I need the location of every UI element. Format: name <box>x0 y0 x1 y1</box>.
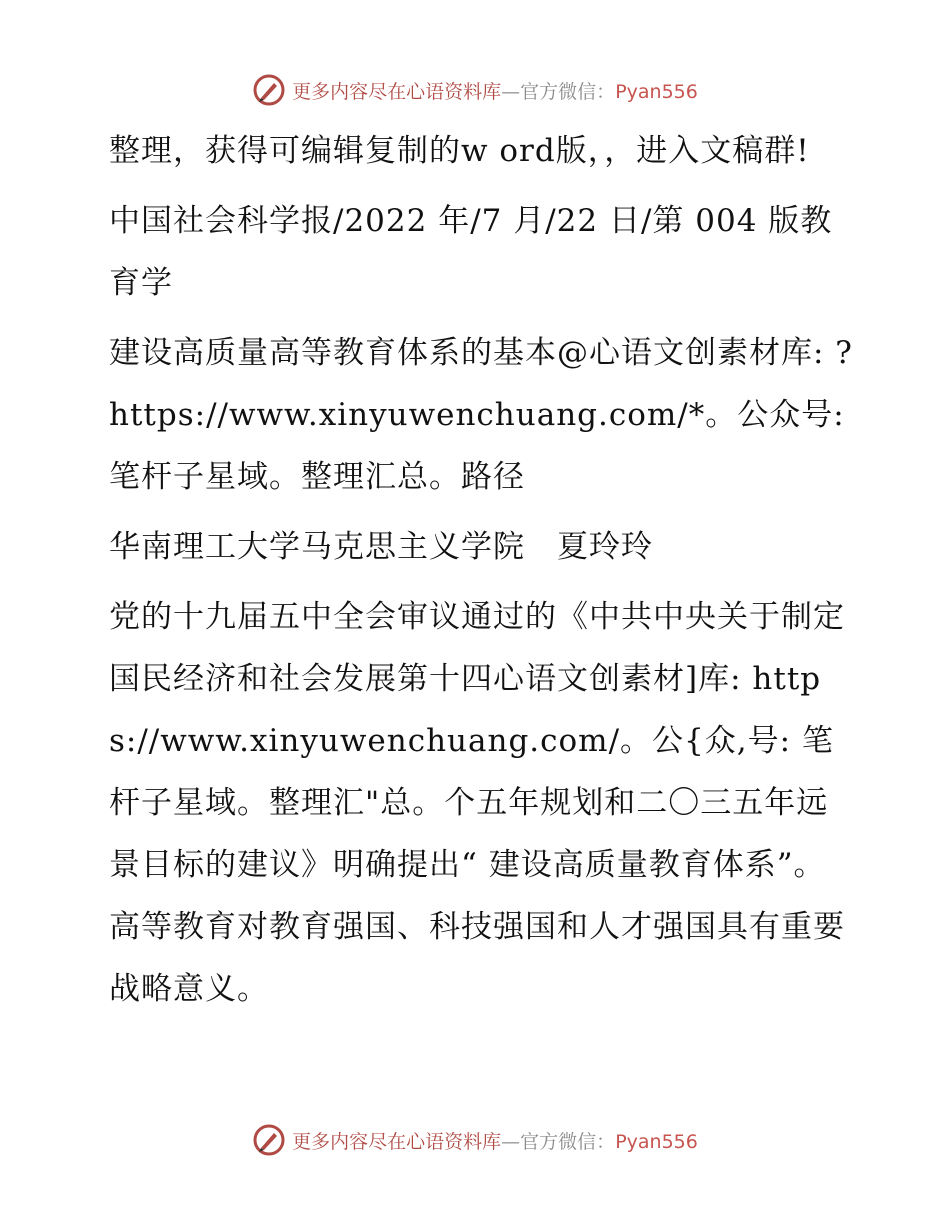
banner-dash: — <box>501 1130 521 1153</box>
paragraph-intro: 整理，获得可编辑复制的w ord版，，进入文稿群! <box>109 133 810 169</box>
banner-wechat-id: Pyan556 <box>615 80 698 103</box>
paragraph-source: 中国社会科学报/2022 年/7 月/22 日/第 004 版教育学 <box>109 203 833 301</box>
paragraph-body: 党的十九届五中全会审议通过的《中共中央关于制定国民经济和社会发展第十四心语文创素材]库: https://www.xinyuwenchuang.com/。公{众,号: 笔杆子星域。整理汇"总。个五年规划和二〇三五年远景目标的建议》明确提出“ 建设高质量教育体系”。高等教育对教育强国、科技强国和人才强国具有重要战略意义。 <box>109 599 845 1007</box>
banner-dash: — <box>501 80 521 103</box>
banner-wechat-id: Pyan556 <box>615 1130 698 1153</box>
pen-logo-icon <box>252 1123 286 1157</box>
document-body <box>97 120 857 1028</box>
banner-wechat-label: 官方微信： <box>520 1130 616 1153</box>
paragraph-title: 建设高质量高等教育体系的基本@心语文创素材库: ?https://www.xinyuwenchuang.com/*。公众号: 笔杆子星域。整理汇总。路径 <box>109 335 853 495</box>
header-watermark-banner <box>0 70 950 110</box>
banner-main-text: 更多内容尽在心语资料库 <box>292 80 502 103</box>
banner-main-text: 更多内容尽在心语资料库 <box>292 1130 502 1153</box>
footer-watermark-banner <box>0 1120 950 1160</box>
pen-logo-icon <box>252 73 286 107</box>
paragraph-author: 华南理工大学马克思主义学院 夏玲玲 <box>109 529 653 565</box>
banner-wechat-label: 官方微信： <box>520 80 616 103</box>
